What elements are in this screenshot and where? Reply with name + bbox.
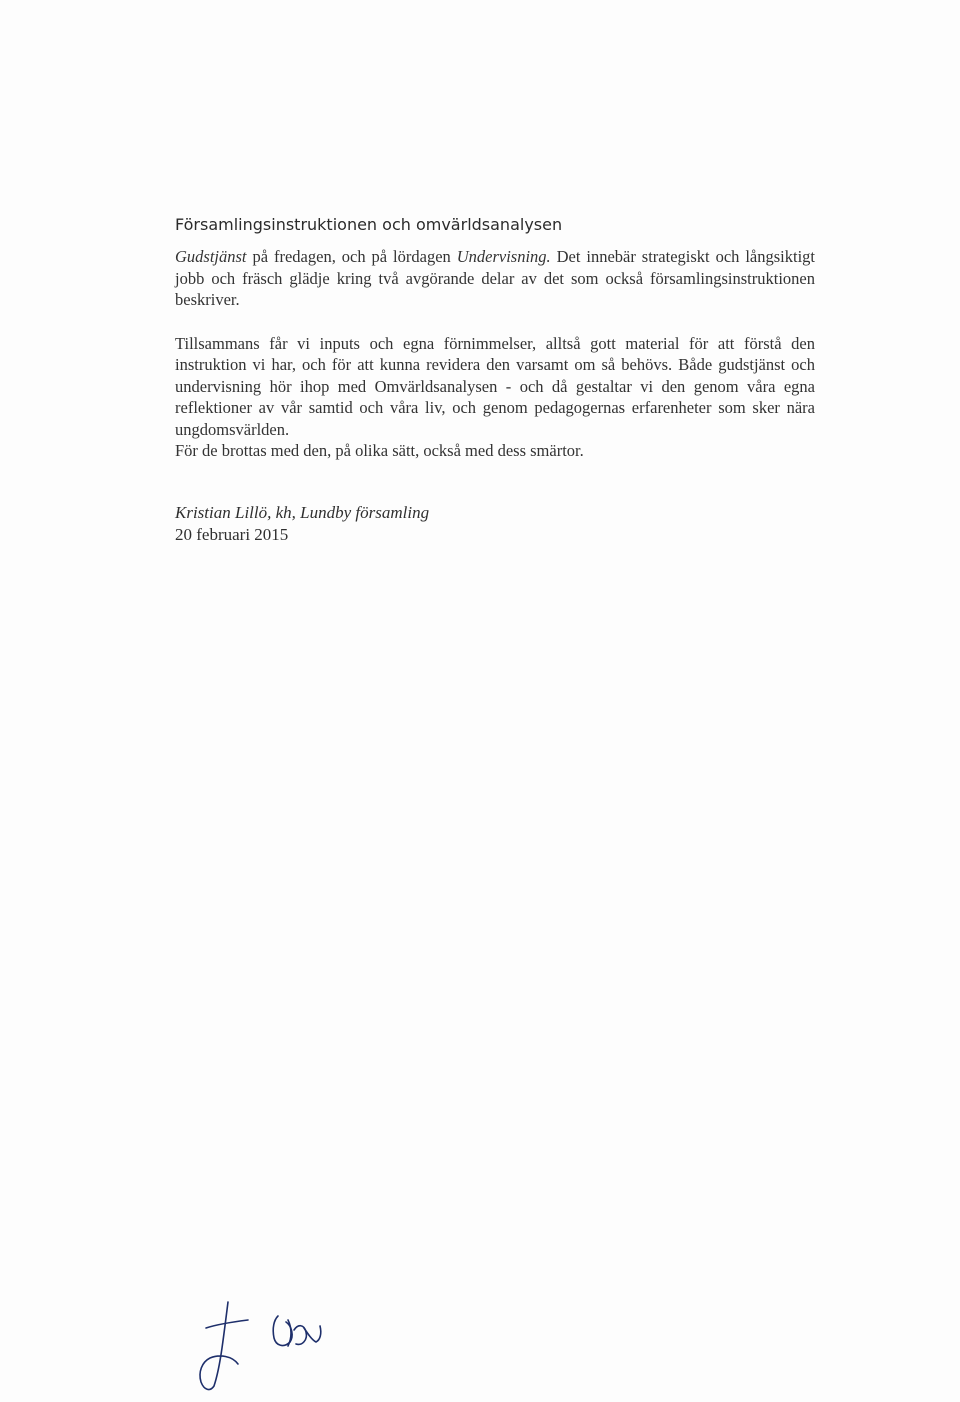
signature-block — [175, 502, 429, 546]
date-line: 20 februari 2015 — [175, 525, 289, 544]
author-line: Kristian Lillö, kh, Lundby församling — [175, 503, 430, 522]
section-heading: Församlingsinstruktionen och omvärldsanalysen — [175, 215, 563, 234]
italic-term-gudstjanst: Gudstjänst — [175, 247, 247, 266]
paragraph-intro-text-a: på fredagen, och på lördagen — [246, 247, 457, 266]
paragraph-intro — [175, 246, 815, 311]
paragraph-closing: För de brottas med den, på olika sätt, också med dess smärtor. — [175, 441, 584, 460]
paragraph-main: Tillsammans får vi inputs och egna förnimmelser, alltså gott material för att förstå den instruktion vi har, och för att kunna revidera den varsamt om så behövs. Både gudstjänst och undervisning hör ihop med Omvärldsanalysen - och då gestaltar vi den genom våra egna reflektioner av vår samtid och våra liv, och genom pedagogernas erfarenheter som sker nära ungdomsvärlden. — [175, 333, 815, 439]
handwritten-initials — [188, 1298, 338, 1394]
italic-term-undervisning: Undervisning. — [456, 247, 551, 266]
paragraph-intro-text-b: Det innebär strategiskt och långsiktigt jobb och fräsch glädje kring två avgörande delar av det som också församlingsinstruktionen beskriver. — [175, 247, 816, 309]
document-body — [175, 214, 815, 462]
